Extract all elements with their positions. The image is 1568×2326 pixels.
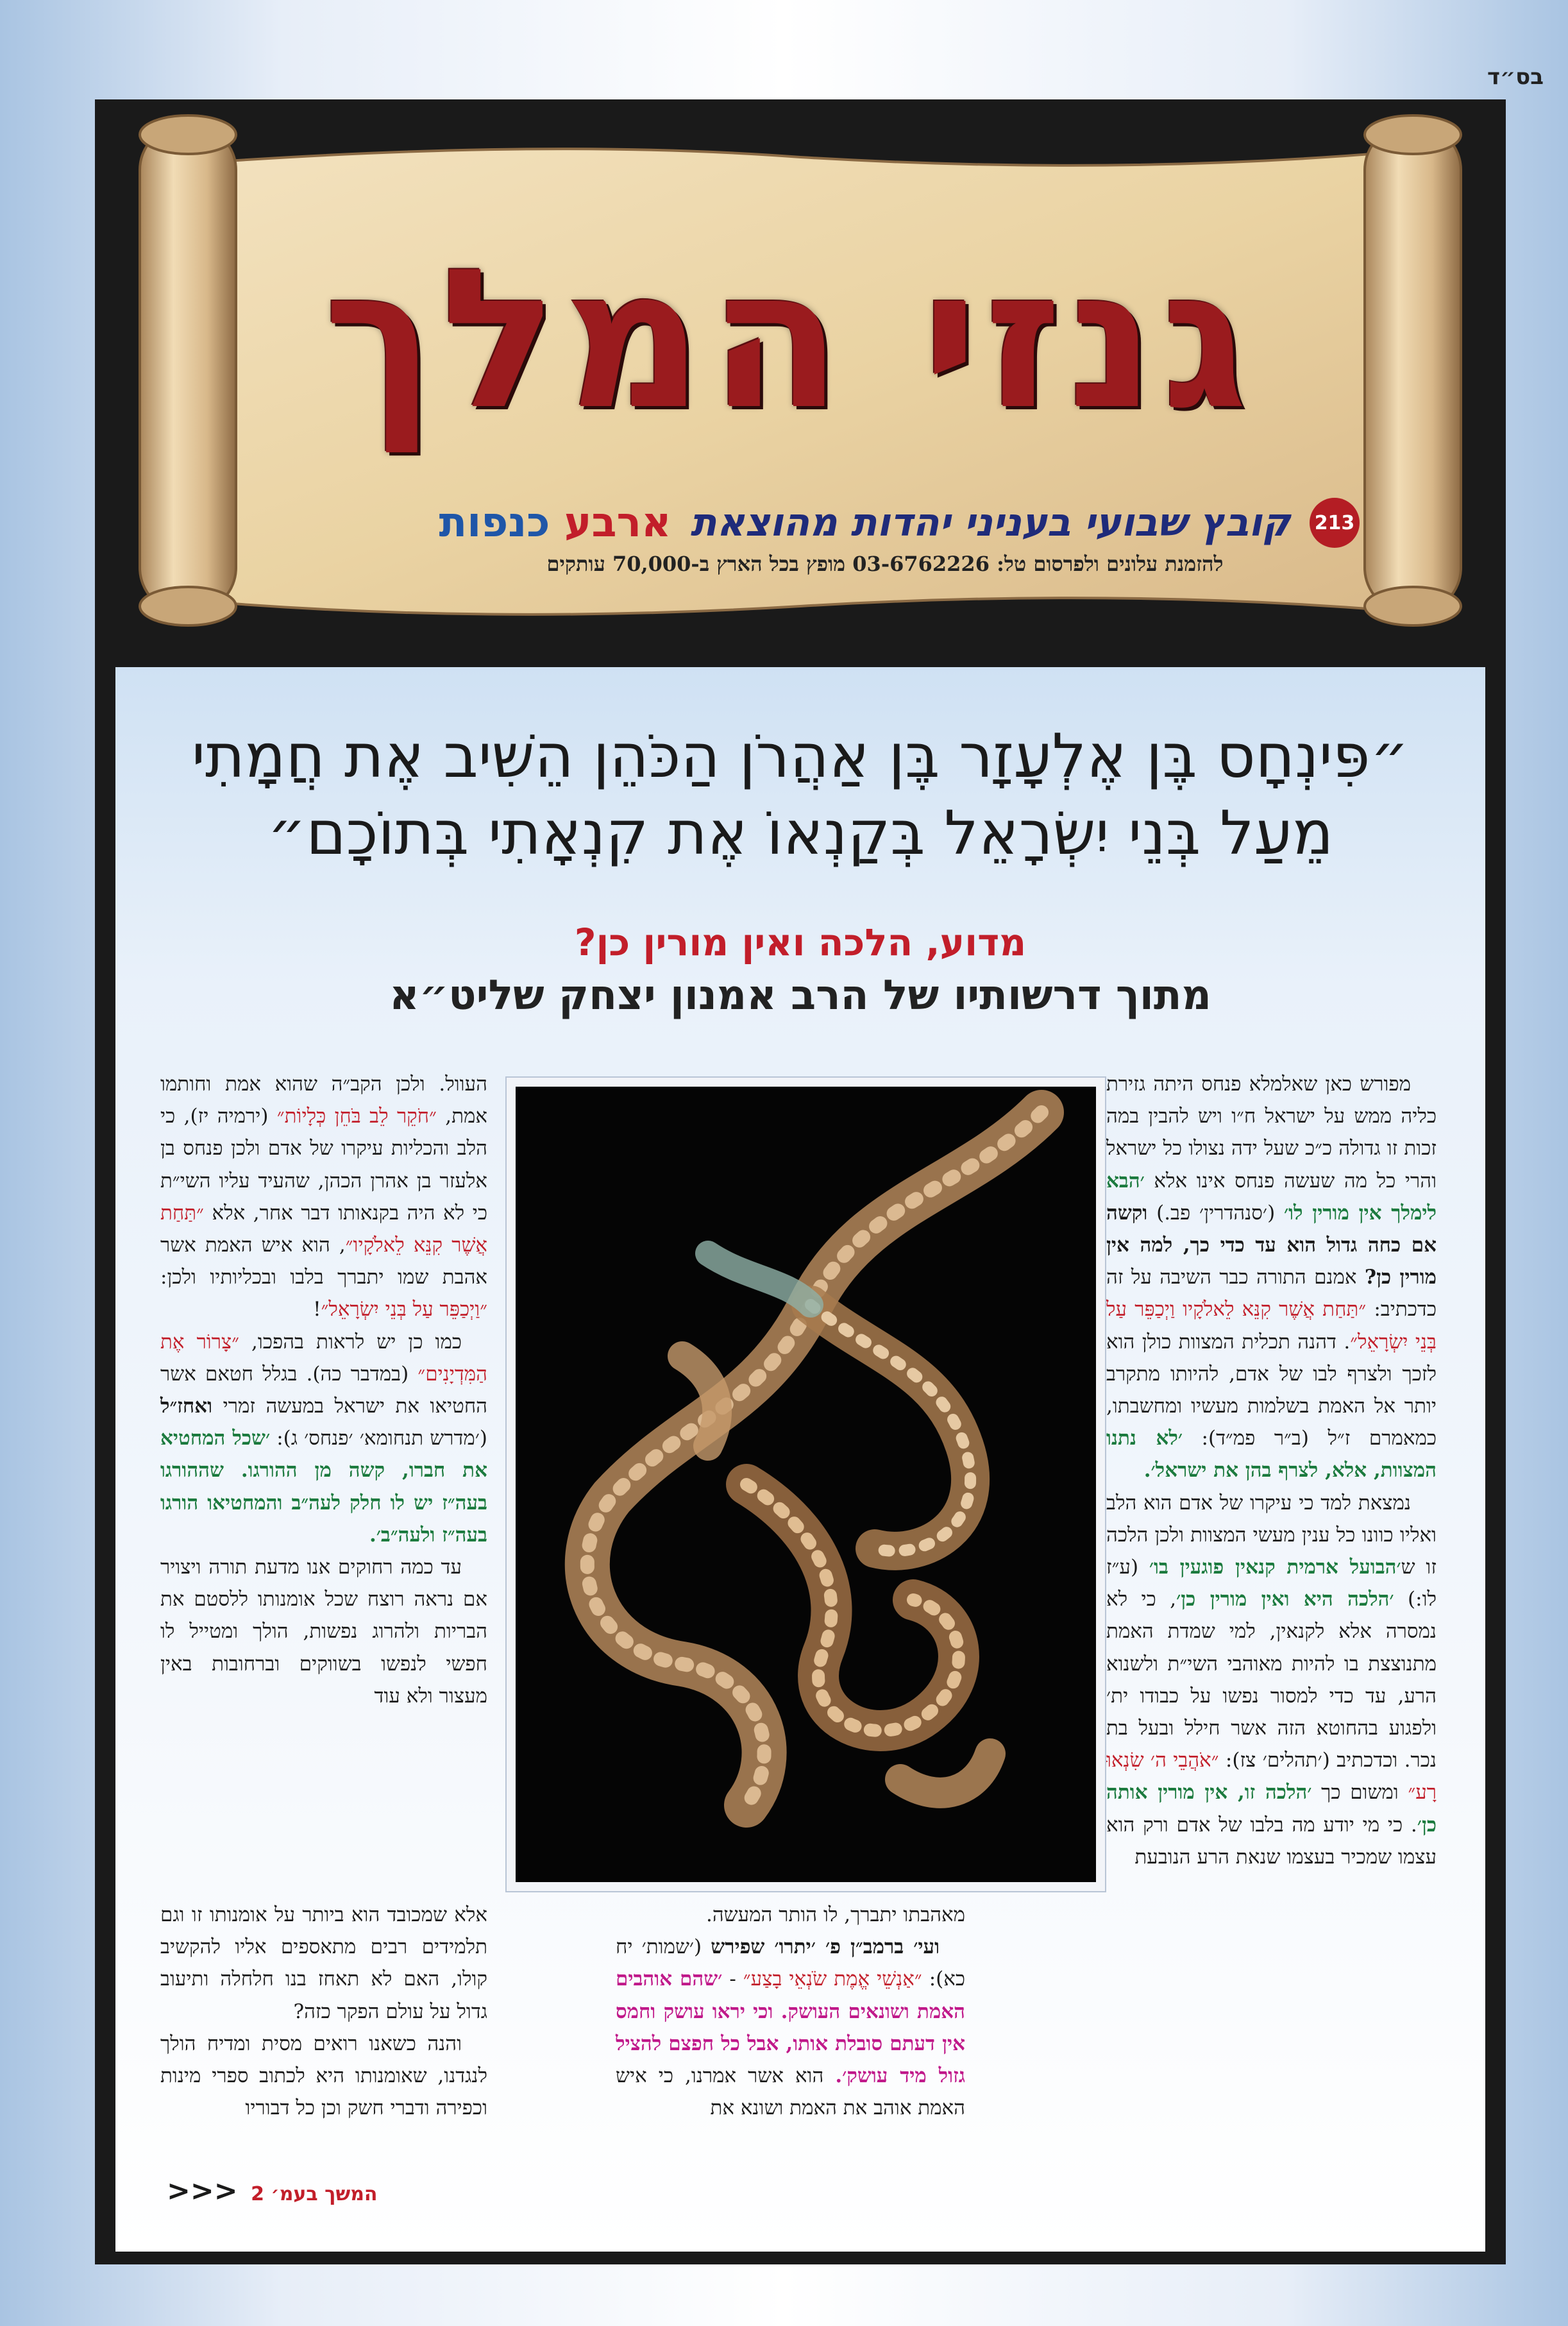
paragraph: מפורש כאן שאלמלא פנחס היתה גזירת כליה ממש על ישראל ח״ו ויש להבין במה זכות זו גדולה כ״כ שעל ידה נצולו כל ישראל והרי כל מה שעשה פנחס אינו אלא ׳הבא לימלך אין מורין לו׳ (׳סנהדרין׳ פב.) וקשה אם כחה גדול הוא עד כדי כך, למה אין מורין כן? אמנם התורה כבר השיבה על זה כדכתיב: ״תַּחַת אֲשֶׁר קִנֵּא לֵאלֹקָיו וַיְכַפֵּר עַל בְּנֵי יִשְׂרָאֵל״. דהנה תכלית המצוות כולן הוא לזכך ולצרף לבו של אדם, להיותו מתקרב יותר אל האמת בשלמות מעשיו ומחשבתו, כמאמרם ז״ל (ב״ר פמ״ד): ׳לא נתנו המצוות, אלא, לצרף בהן את ישראל׳. [1106, 1073, 1437, 1482]
continue-arrows-icon: <<< [167, 2175, 238, 2207]
content-panel [115, 667, 1485, 2252]
article-column-middle-bottom [616, 1899, 965, 2124]
paragraph: העוול. ולכן הקב״ה שהוא אמת וחותמו אמת, ״חֹקֵר לֵב בֹּחֵן כְּלָיוֹת״ (ירמיה יז), כי הלב והכליות עיקרו של אדם ולכן פנחס בן אלעזר בן אהרן הכהן, שהעיד עליו השי״ת כי לא היה בקנאותו דבר אחר, אלא ״תַּחַת אֲשֶׁר קִנֵּא לֵאלֹקָיו״, הוא איש האמת אשר אהבת שמו יתברך בלבו ובכליותיו ולכן: ״וַיְכַפֵּר עַל בְּנֵי יִשְׂרָאֵל״! [160, 1073, 488, 1321]
article-byline: מתוך דרשותיו של הרב אמנון יצחק שליט״א [389, 972, 1211, 1019]
paragraph: כמו כן יש לראות בהפכו, ״צָרוֹר אֶת הַמִּדְיָנִים״ (במדבר כה). בגלל חטאם אשר החטיאו את ישראל במעשה זמרי ואחז״ל (׳מדרש תנחומא׳ ׳פנחס׳ ג): ׳שכל המחטיא את חברו, קשה מן ההורגו. שההורגו בעה״ז יש לו חלק לעה״ב והמחטיאו הורגו בעה״ז ולעה״ב׳. [160, 1330, 487, 1547]
paragraph: אלא שמכובד הוא ביותר על אומנותו זו וגם תלמידים רבים מתאספים אליו להקשיב קולו, האם לא תאחז בנו חלחלה ותיעוב גדול על עולם הפקר כזה? [160, 1903, 487, 2023]
fractal-pattern [516, 1087, 1096, 1882]
issue-number-badge: 213 [1310, 498, 1360, 548]
publisher-logo [439, 499, 671, 547]
headline-quote [115, 718, 1485, 873]
bsd-mark: בס״ד [1487, 64, 1544, 90]
paragraph: והנה כשאנו רואים מסית ומדיח הולך לנגדנו, שאומנותו היא לכתוב ספרי מינות וכפירה ודברי חשק וכן כל דבוריו [160, 2032, 487, 2120]
article-question: מדוע, הלכה ואין מורין כן? [574, 921, 1027, 964]
paragraph: ועי׳ ברמב״ן פ׳ ׳יתרו׳ שפירש (׳שמות׳ יח כא): ״אַנְשֵׁי אֱמֶת שֹׂנְאֵי בָצַע״ - ׳שהם אוהבים האמת ושונאים העושק. וכי יראו עושק וחמס אין דעתם סובלת אותו, אבל כל חפצם להציל גזול מיד עושק׳. הוא אשר אמרנו, כי איש האמת אוהב את האמת ושונא את [616, 1935, 965, 2120]
publisher-logo-part1: ארבע [564, 499, 671, 547]
article-column-left-bottom [160, 1899, 487, 2124]
fractal-image [507, 1078, 1105, 1891]
paragraph: עד כמה רחוקים אנו מדעת תורה ויצויר אם נראה רוצח שכל אומנותו ללסטם את הבריות ולהרוג נפשות, הולך ומטייל לו חפשי לנפשו בשווקים וברחובות באין מעצור ולא עוד [160, 1556, 487, 1708]
quote-line-1: ״פִּינְחָס בֶּן אֶלְעָזָר בֶּן אַהֲרֹן הַכֹּהֵן הֵשִׁיב אֶת חֲמָתִי [191, 722, 1410, 792]
quote-line-2: מֵעַל בְּנֵי יִשְׂרָאֵל בְּקַנְאוֹ אֶת קִנְאָתִי בְּתוֹכָם״ [267, 799, 1334, 869]
article-column-left [160, 1068, 487, 1712]
publication-title: גנזי המלך [323, 228, 1254, 452]
paragraph: נמצאת למד כי עיקרו של אדם הוא הלב ואליו כוונו כל ענין מעשי המצוות ולכן הלכה זו ש׳הבועל ארמית קנאין פוגעין בו׳ (ע״ז לו:) ׳הלכה היא ואין מורין כן׳, כי לא נמסרה אלא לקנאין, למי שמדת האמת מתנוצצת בו להיות מאוהבי השי״ת ולשנוא הרע, עד כדי למסור נפשו על כבודו ית׳ ולפגוע בהחוטא הזה אשר חילל ובעל בת נכר. וכדכתיב (׳תהלים׳ צז): ״אֹהֲבֵי ה׳ שִׂנְאוּ רָע״ ומשום כך ׳הלכה זו, אין מורין אותה כן׳. כי מי יודע מה בלבו של אדם ורק הוא עצמו שמכיר בעצמו שנאת הרע הנובעת [1106, 1491, 1437, 1869]
publisher-logo-part2: כנפות [439, 499, 550, 547]
tagline: קובץ שבועי בעניני יהדות מהוצאת [690, 500, 1290, 545]
continue-text: המשך בעמ׳ 2 [251, 2183, 378, 2205]
subtitle-row [385, 497, 1360, 548]
paragraph: מאהבתו יתברך, לו הותר המעשה. [706, 1903, 965, 1926]
continue-link[interactable] [167, 2175, 378, 2207]
contact-line: להזמנת עלונים ולפרסום טל: 03-6762226 מופץ בכל הארץ ב-70,000 עותקים [546, 552, 1224, 576]
article-column-right [1106, 1068, 1437, 1873]
